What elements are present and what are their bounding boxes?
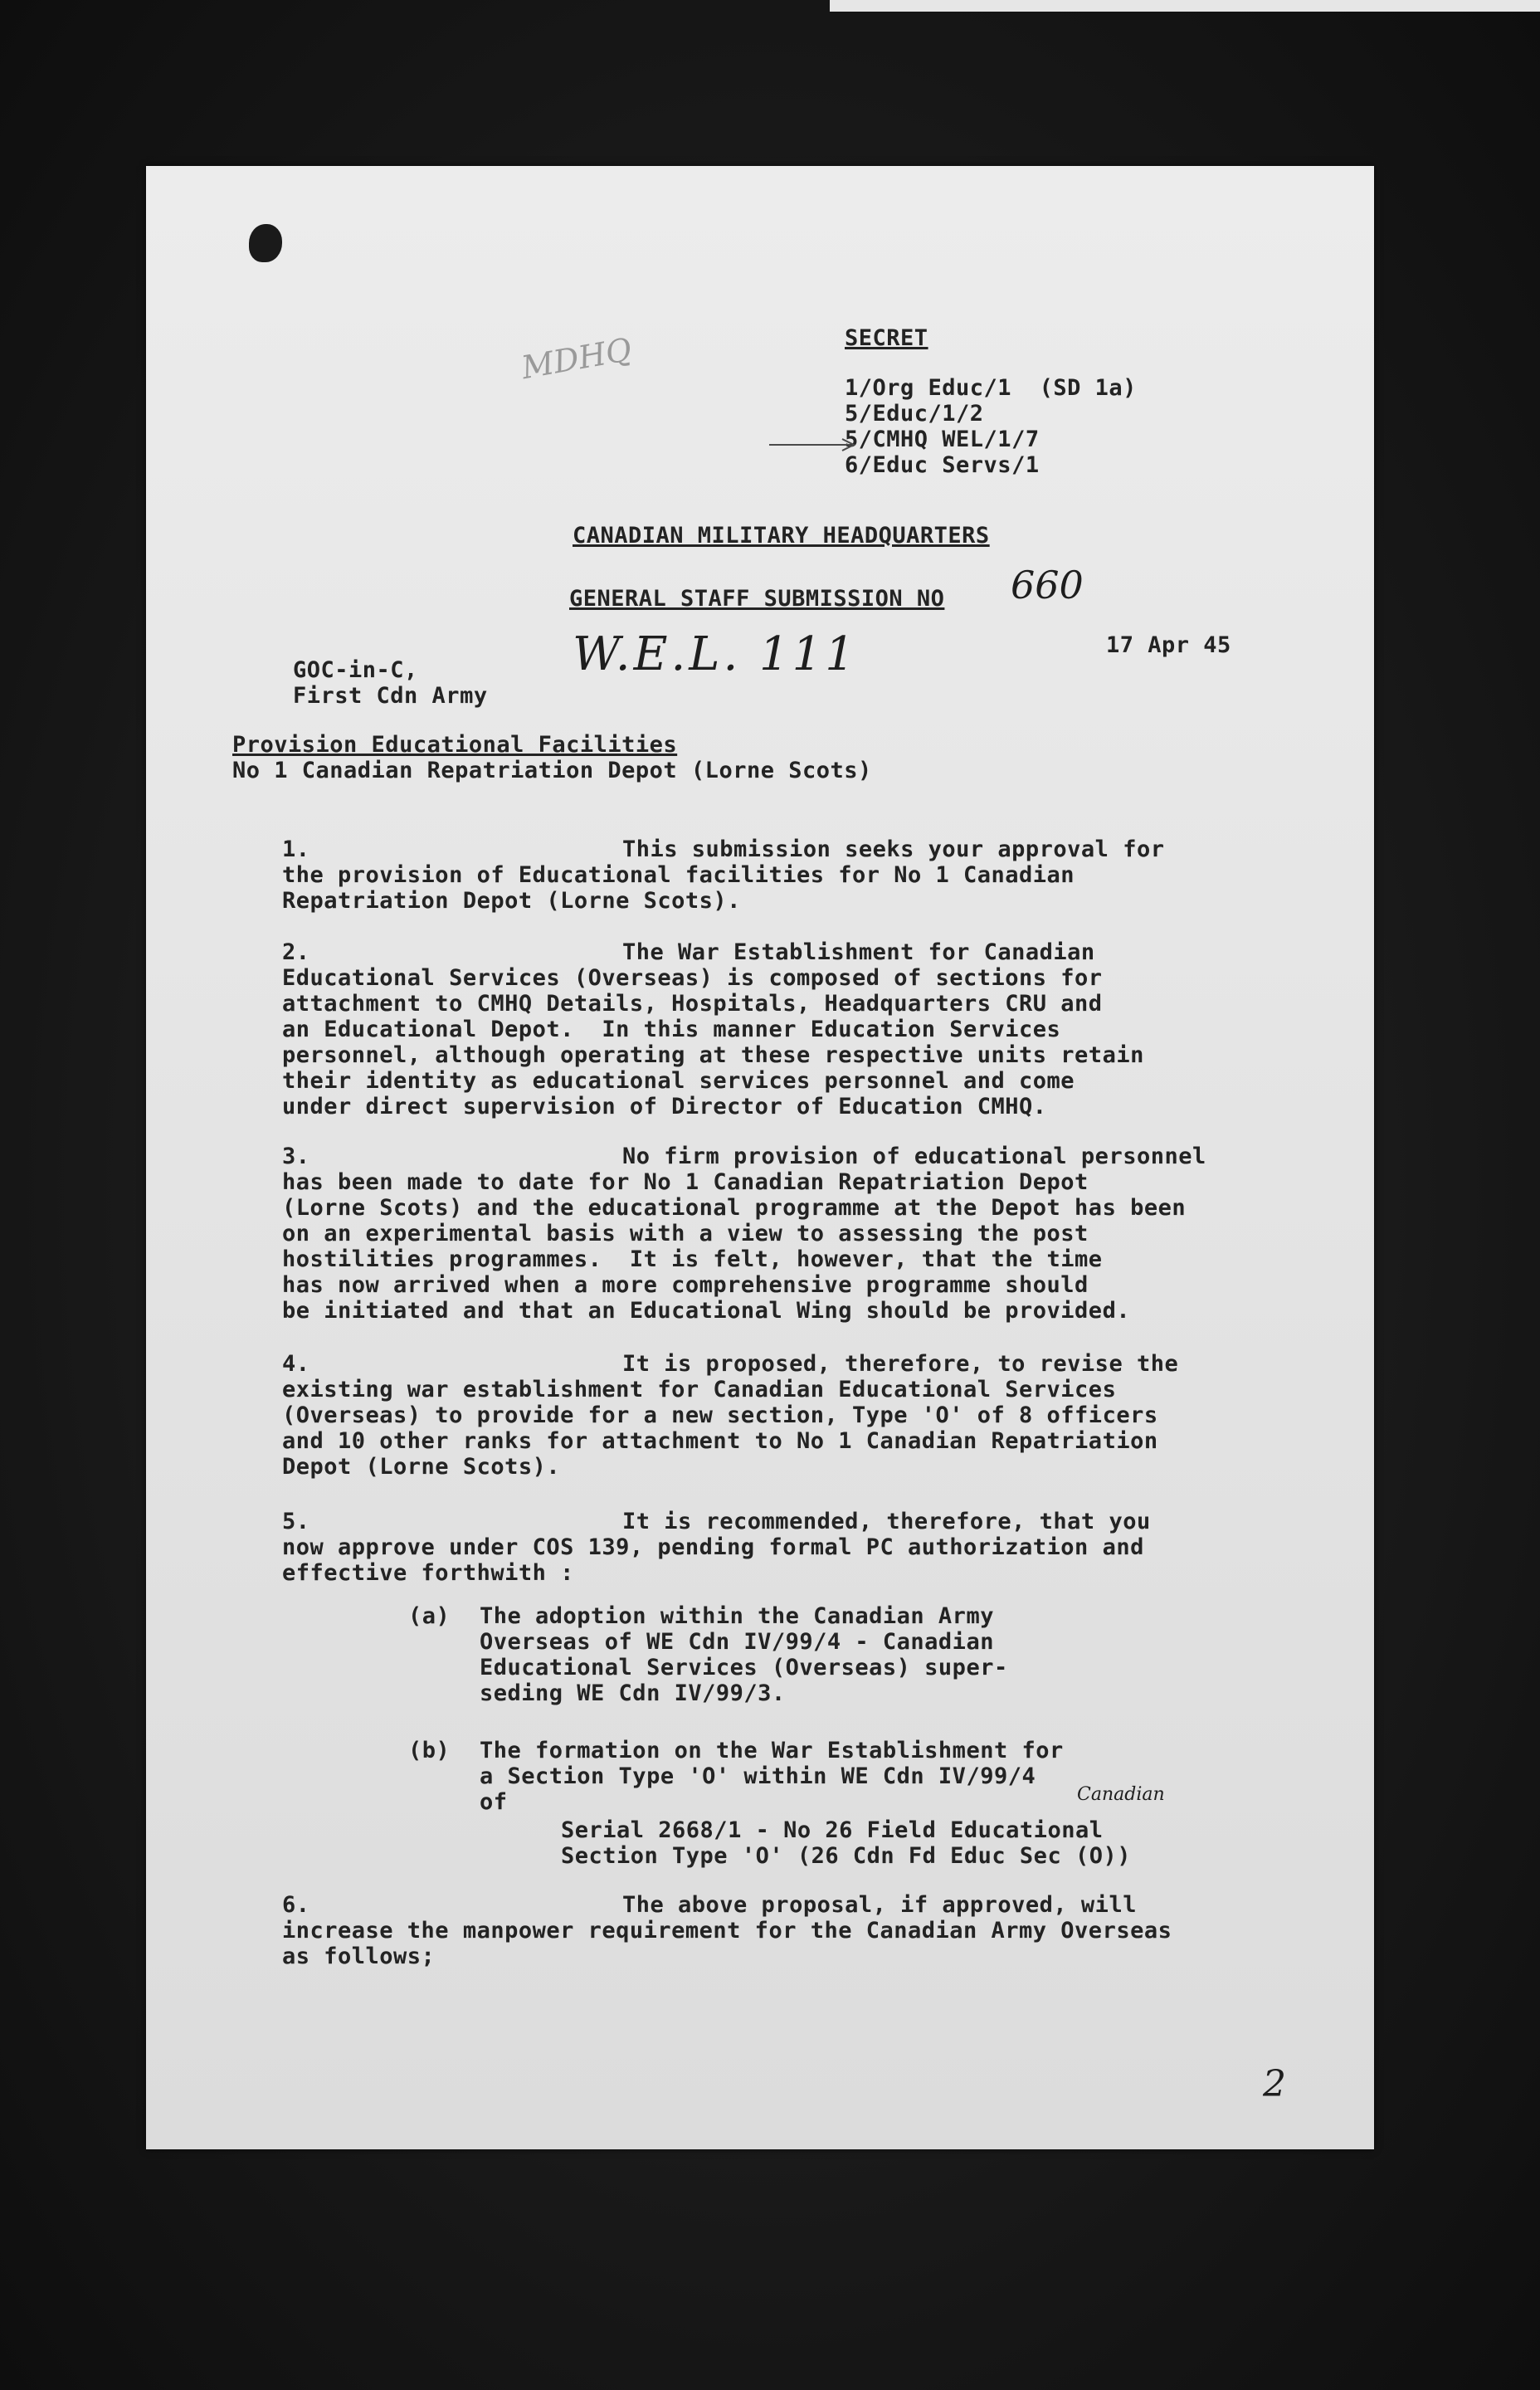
paragraph-number: 1. bbox=[282, 836, 310, 862]
sub-item-label: (a) bbox=[408, 1603, 451, 1629]
paragraph-5 bbox=[282, 1509, 1294, 1586]
sub-item-line: Overseas of WE Cdn IV/99/4 - Canadian bbox=[480, 1629, 994, 1655]
serial-line: Section Type 'O' (26 Cdn Fd Educ Sec (O)) bbox=[561, 1843, 1131, 1869]
handwritten-margin-note: MDHQ bbox=[519, 330, 635, 387]
sub-item-line: a Section Type 'O' within WE Cdn IV/99/4 bbox=[480, 1763, 1036, 1789]
paragraph-line: Educational Services (Overseas) is composed of sections for bbox=[282, 965, 1103, 991]
file-ref: 5/CMHQ WEL/1/7 bbox=[845, 427, 1040, 452]
headquarters-title: CANADIAN MILITARY HEADQUARTERS bbox=[573, 523, 990, 549]
handwritten-arrow-icon bbox=[768, 437, 859, 453]
paragraph-2 bbox=[282, 939, 1294, 1119]
paragraph-6 bbox=[282, 1892, 1294, 1969]
paragraph-line: attachment to CMHQ Details, Hospitals, Headquarters CRU and bbox=[282, 991, 1103, 1017]
paragraph-line: be initiated and that an Educational Wing should be provided. bbox=[282, 1298, 1131, 1324]
paragraph-line: (Lorne Scots) and the educational programme at the Depot has been bbox=[282, 1195, 1187, 1221]
paragraph-line: No firm provision of educational personnel bbox=[622, 1144, 1206, 1169]
sub-item-label: (b) bbox=[408, 1738, 451, 1763]
handwritten-submission-number: 660 bbox=[1011, 563, 1084, 607]
sub-item-line: Educational Services (Overseas) super- bbox=[480, 1655, 1008, 1680]
sub-item-line: The formation on the War Establishment for bbox=[480, 1738, 1064, 1763]
paragraph-number: 3. bbox=[282, 1144, 310, 1169]
paragraph-line: It is recommended, therefore, that you bbox=[622, 1509, 1151, 1534]
sub-item-line: of bbox=[480, 1789, 508, 1815]
paragraph-line: has been made to date for No 1 Canadian Repatriation Depot bbox=[282, 1169, 1089, 1195]
subject-block bbox=[232, 732, 872, 783]
file-ref: 6/Educ Servs/1 bbox=[845, 452, 1040, 478]
paragraph-line: under direct supervision of Director of Education CMHQ. bbox=[282, 1094, 1047, 1119]
paragraph-line: as follows; bbox=[282, 1944, 436, 1969]
paragraph-number: 6. bbox=[282, 1892, 310, 1918]
handwritten-reference: W.E.L. 111 bbox=[573, 627, 858, 681]
paragraph-line: It is proposed, therefore, to revise the bbox=[622, 1351, 1179, 1377]
paragraph-line: effective forthwith : bbox=[282, 1560, 574, 1586]
paragraph-line: This submission seeks your approval for bbox=[622, 836, 1165, 862]
sub-item-line: seding WE Cdn IV/99/3. bbox=[480, 1680, 786, 1706]
paragraph-line: existing war establishment for Canadian Educational Services bbox=[282, 1377, 1117, 1402]
sub-item-body bbox=[480, 1738, 1064, 1815]
document-date: 17 Apr 45 bbox=[1106, 632, 1231, 658]
file-ref: 5/Educ/1/2 bbox=[845, 401, 984, 427]
file-references bbox=[845, 375, 1137, 478]
paragraph-line: an Educational Depot. In this manner Education Services bbox=[282, 1017, 1061, 1042]
paragraph-line: Repatriation Depot (Lorne Scots). bbox=[282, 888, 741, 914]
paragraph-line: The above proposal, if approved, will bbox=[622, 1892, 1137, 1918]
paragraph-number: 5. bbox=[282, 1509, 310, 1534]
paragraph-line: (Overseas) to provide for a new section, Type 'O' of 8 officers bbox=[282, 1402, 1158, 1428]
subject-line: Provision Educational Facilities bbox=[232, 732, 678, 758]
scan-edge-strip bbox=[830, 0, 1540, 12]
paragraph-line: increase the manpower requirement for the Canadian Army Overseas bbox=[282, 1918, 1172, 1944]
classification-marking: SECRET bbox=[845, 325, 928, 351]
serial-line: Serial 2668/1 - No 26 Field Educational bbox=[561, 1817, 1104, 1843]
addressee-line: GOC-in-C, bbox=[293, 657, 418, 683]
addressee bbox=[293, 657, 488, 709]
paragraph-number: 4. bbox=[282, 1351, 310, 1377]
paragraph-line: hostilities programmes. It is felt, however, that the time bbox=[282, 1246, 1103, 1272]
paragraph-line: The War Establishment for Canadian bbox=[622, 939, 1095, 965]
ink-blot bbox=[249, 224, 282, 262]
sub-item-body bbox=[480, 1603, 1008, 1706]
paragraph-3 bbox=[282, 1144, 1294, 1324]
paragraph-line: Depot (Lorne Scots). bbox=[282, 1454, 561, 1480]
submission-title: GENERAL STAFF SUBMISSION NO bbox=[569, 586, 945, 612]
file-ref: 1/Org Educ/1 (SD 1a) bbox=[845, 375, 1137, 401]
sub-item-line: The adoption within the Canadian Army bbox=[480, 1603, 994, 1629]
paragraph-line: now approve under COS 139, pending formal PC authorization and bbox=[282, 1534, 1144, 1560]
paragraph-1 bbox=[282, 836, 1294, 914]
paragraph-line: personnel, although operating at these respective units retain bbox=[282, 1042, 1144, 1068]
handwritten-page-number: 2 bbox=[1263, 2063, 1286, 2105]
paragraph-number: 2. bbox=[282, 939, 310, 965]
paragraph-line: has now arrived when a more comprehensive programme should bbox=[282, 1272, 1089, 1298]
paragraph-line: on an experimental basis with a view to assessing the post bbox=[282, 1221, 1089, 1246]
subject-line: No 1 Canadian Repatriation Depot (Lorne Scots) bbox=[232, 758, 872, 783]
paragraph-line: their identity as educational services personnel and come bbox=[282, 1068, 1075, 1094]
paragraph-4 bbox=[282, 1351, 1294, 1480]
addressee-line: First Cdn Army bbox=[293, 683, 488, 709]
handwritten-correction: Canadian bbox=[1077, 1784, 1165, 1805]
paragraph-line: the provision of Educational facilities for No 1 Canadian bbox=[282, 862, 1075, 888]
serial-entry bbox=[561, 1817, 1131, 1869]
paragraph-line: and 10 other ranks for attachment to No 1 Canadian Repatriation bbox=[282, 1428, 1158, 1454]
